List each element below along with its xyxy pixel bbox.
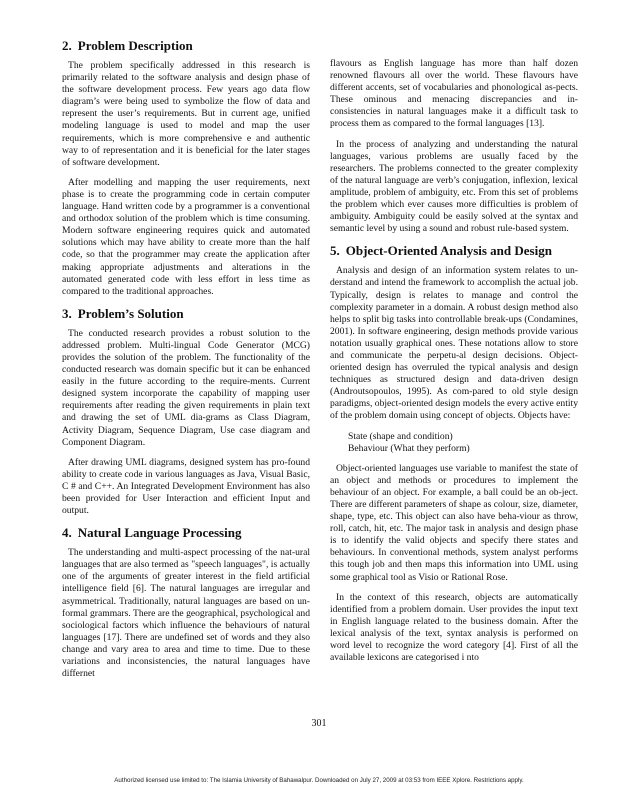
list-item: Behaviour (What they perform)	[348, 442, 470, 454]
paragraph: Object-oriented languages use variable to manifest the state of an object and methods or procedures to implement the behaviour of an object. For example, a ball could be an ob-ject. There are different parameters of shape as colour, size, diameter, shape, type, etc. This object can also have beha-viour as throw, roll, catch, hit, etc. The major task in analysis and design phase is to identify the valid objects and specify there states and behaviours. In conventional methods, system analyst performs this tough job and then maps this information into UML using some graphical tool as Visio or Rational Rose.	[330, 462, 578, 583]
section-problem-description	[62, 38, 310, 298]
paragraph: After modelling and mapping the user requirements, next phase is to create the programming code in certain computer language. Hand written code by a programmer is a conventional and orthodox solution of the problem which is time consuming. Modern software engineering requires quick and automated solutions which may have ability to create more than the half code, so that the programmer may create the application after making appropriate adjustments and alterations in the automated generated code with less effort in less time as compared to the traditional approaches.	[62, 176, 310, 297]
list-item: State (shape and condition)	[348, 430, 453, 442]
section-heading: 3. Problem’s Solution	[62, 305, 184, 321]
paragraph: The understanding and multi-aspect processing of the nat-ural languages that are also termed as "speech languages", is actually one of the arguments of greater interest in the field artificial intelligence field [6]. The natural languages are irregular and asymmetrical. Traditionally, natural languages are based on un-formal grammars. There are the geographical, psychological and sociological factors which influence the behaviours of natural languages [17]. There are undefined set of words and they also change and vary area to area and time to time. Due to these variations and inconsistencies, the natural languages have differnet	[62, 547, 310, 680]
section-heading: 4. Natural Language Processing	[62, 525, 242, 541]
paragraph: After drawing UML diagrams, designed system has pro-found ability to create code in various languages as Java, Visual Basic, C # and C++. An Integrated Development Environment has also been provided for User Interaction and efficient Input and output.	[62, 456, 310, 517]
page-number: 301	[311, 718, 327, 729]
paragraph: The conducted research provides a robust solution to the addressed problem. Multi-lingual Code Generator (MCG) provides the solution of the problem. The functionality of the conducted research was domain specific but it can be enhanced easily in the future according to the require-ments. Current designed system incorporate the capability of mapping user requirements after reading the given requirements in plain text and drawing the set of UML dia-grams as Class Diagram, Activity Diagram, Sequence Diagram, Use case diagram and Component Diagram.	[62, 327, 310, 448]
section-heading: 5. Object-Oriented Analysis and Design	[330, 243, 552, 259]
paragraph: flavours as English language has more than half dozen renowned flavours all over the world. These flavours have different accents, set of vocabularies and phonological as-pects. These ominous and menacing discrepancies and in-consistencies in natural languages make it a difficult task to process them as compared to the formal languages [13].	[330, 58, 578, 130]
paragraph: The problem specifically addressed in this research is primarily related to the software analysis and design phase of the software development process. Few years ago data flow diagram’s were being used to symbolize the flow of data and represent the user’s requirements. But in current age, unified modeling language is used to model and map the user requirements, which is more comprehensive e and authentic way to of representation and it is beneficial for the later stages of software development.	[62, 60, 310, 168]
left-column	[62, 38, 310, 688]
section-natural-language-processing	[62, 525, 310, 680]
section-problems-solution	[62, 306, 310, 517]
section-heading: 2. Problem Description	[62, 38, 193, 53]
objects-list	[348, 431, 578, 455]
section-object-oriented-analysis	[330, 243, 578, 664]
paragraph: In the process of analyzing and understanding the natural languages, various problems are usually faced by the researchers. The problems connected to the greater complexity of the natural language are verb’s conjugation, inflexion, lexical amplitude, problem of ambiguity, etc. From this set of problems the problem which ever causes more difficulties is problem of ambiguity. Ambiguity could be easily solved at the syntax and semantic level by using a sound and robust rule-based system.	[330, 138, 578, 235]
footer-license: Authorized licensed use limited to: The Islamia University of Bahawalpur. Downloaded on July 27, 2009 at 03:53 from IEEE Xplore. Restrictions apply.	[114, 777, 524, 784]
paragraph: In the context of this research, objects are automatically identified from a problem domain. User provides the input text in English language related to the business domain. After the lexical analysis of the text, syntax analysis is performed on word level to recognize the word category [4]. First of all the available lexicons are categorised i nto	[330, 591, 578, 664]
paragraph: Analysis and design of an information system relates to un-derstand and intend the framework to accomplish the actual job. Typically, design is relates to manage and control the complexity parameter in a domain. A robust design method also helps to split big tasks into controllable break-ups (Condamines, 2001). In software engineering, design methods provide various notation usually graphical ones. These notations allow to store and communicate the perpetu-al design decisions. Object-oriented design has overruled the typical analysis and design techniques as structured design and data-driven design (Androutsopoulos, 1995). As com-pared to old style design paradigms, object-oriented design models the every active entity of the problem domain using concept of objects. Objects have:	[330, 265, 578, 422]
right-column	[330, 58, 578, 672]
